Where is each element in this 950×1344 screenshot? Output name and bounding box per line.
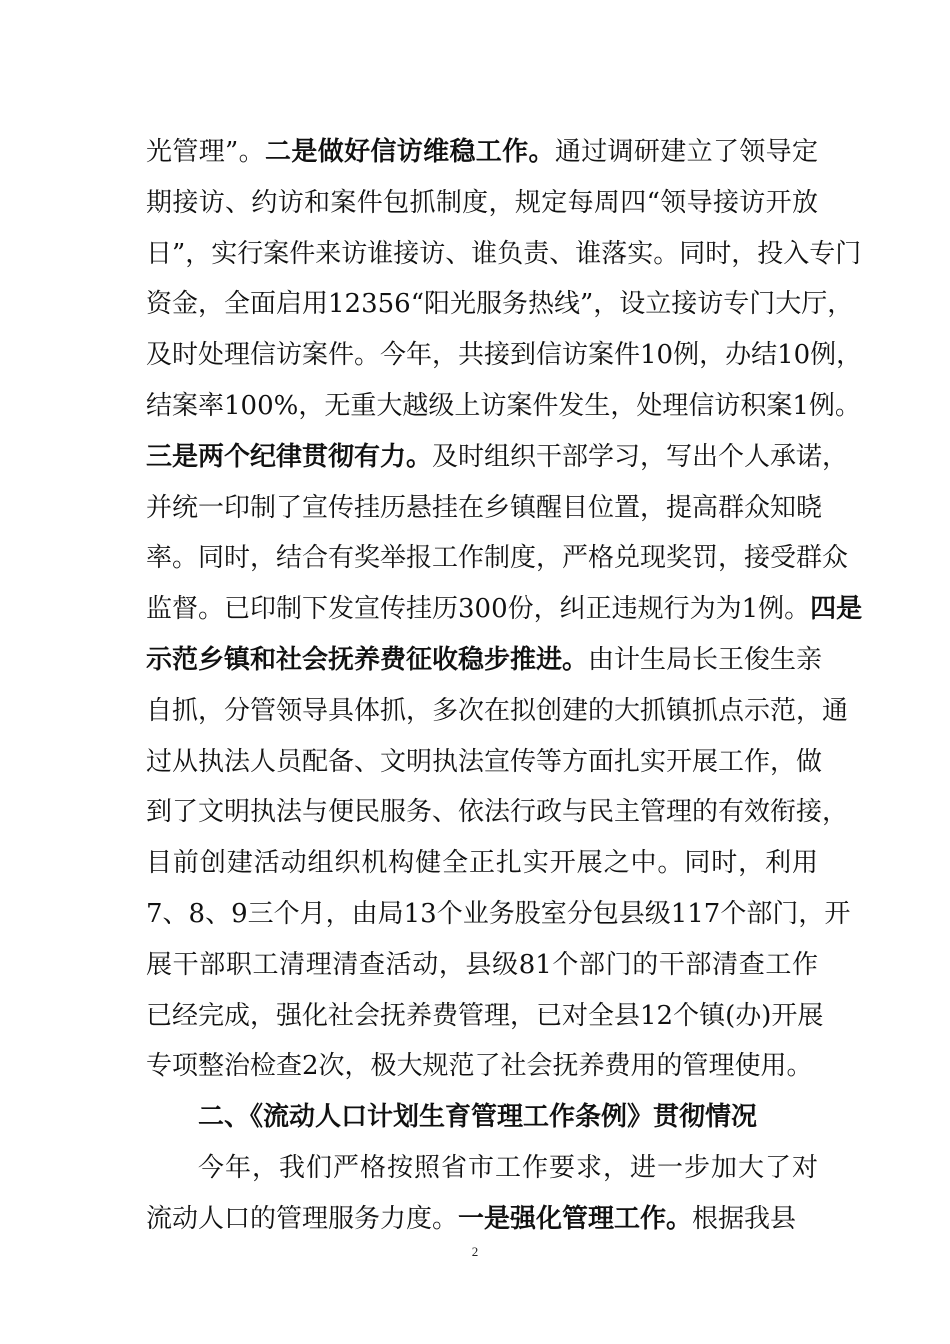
text-line: 目前创建活动组织机构健全正扎实开展之中。同时，利用 bbox=[146, 848, 818, 879]
text-line: 期接访、约访和案件包抓制度，规定每周四“领导接访开放 bbox=[146, 187, 818, 218]
text-line: 自抓，分管领导具体抓，多次在拟创建的大抓镇抓点示范，通 bbox=[146, 695, 849, 726]
text-line: 过从执法人员配备、文明执法宣传等方面扎实开展工作，做 bbox=[146, 746, 823, 777]
bold-phrase: 三是两个纪律贯彻有力。 bbox=[146, 441, 433, 472]
page-number: 2 bbox=[471, 1244, 479, 1259]
text-line bbox=[146, 584, 863, 635]
text-line bbox=[146, 1194, 818, 1245]
text-line: 资金，全面启用12356“阳光服务热线”，设立接访专门大厅， bbox=[146, 289, 854, 320]
line-text: 及时组织干部学习，写出个人承诺， bbox=[432, 441, 849, 472]
bold-phrase: 示范乡镇和社会抚养费征收稳步推进。 bbox=[146, 644, 589, 675]
text-line: 结案率100%，无重大越级上访案件发生，处理信访积案1例。 bbox=[146, 390, 861, 421]
line-text: 流动人口的管理服务力度。 bbox=[146, 1203, 459, 1234]
section-heading: 二、《流动人口计划生育管理工作条例》贯彻情况 bbox=[198, 1102, 758, 1133]
bold-phrase: 一是强化管理工作。 bbox=[458, 1203, 693, 1234]
line-text: 光管理”。 bbox=[146, 137, 266, 167]
line-text: 监督。已印制下发宣传挂历300份，纠正违规行为为1例。 bbox=[146, 594, 811, 625]
text-line: 7、8、9三个月，由局13个业务股室分包县级117个部门，开 bbox=[146, 898, 851, 929]
bold-phrase: 二是做好信访维稳工作。 bbox=[265, 137, 555, 167]
text-line: 今年，我们严格按照省市工作要求，进一步加大了对 bbox=[198, 1152, 818, 1183]
text-line bbox=[146, 127, 818, 178]
line-text: 由计生局长王俊生亲 bbox=[588, 644, 823, 675]
line-text: 根据我县 bbox=[692, 1203, 797, 1234]
text-line: 率。同时，结合有奖举报工作制度，严格兑现奖罚，接受群众 bbox=[146, 543, 849, 574]
text-line: 日”，实行案件来访谁接访、谁负责、谁落实。同时，投入专门 bbox=[146, 238, 862, 269]
text-line: 到了文明执法与便民服务、依法行政与民主管理的有效衔接， bbox=[146, 797, 849, 828]
body-text bbox=[146, 127, 863, 1245]
text-line: 展干部职工清理清查活动，县级81个部门的干部清查工作 bbox=[146, 949, 818, 980]
bold-phrase: 四是 bbox=[810, 594, 863, 625]
text-line: 已经完成，强化社会抚养费管理，已对全县12个镇(办)开展 bbox=[146, 1000, 824, 1031]
text-line: 及时处理信访案件。今年，共接到信访案件10例，办结10例， bbox=[146, 340, 863, 371]
text-line: 专项整治检查2次，极大规范了社会抚养费用的管理使用。 bbox=[146, 1051, 813, 1082]
text-line bbox=[146, 635, 823, 686]
text-line: 并统一印制了宣传挂历悬挂在乡镇醒目位置，提高群众知晓 bbox=[146, 492, 823, 523]
text-line bbox=[146, 432, 849, 483]
line-text: 通过调研建立了领导定 bbox=[554, 137, 818, 167]
